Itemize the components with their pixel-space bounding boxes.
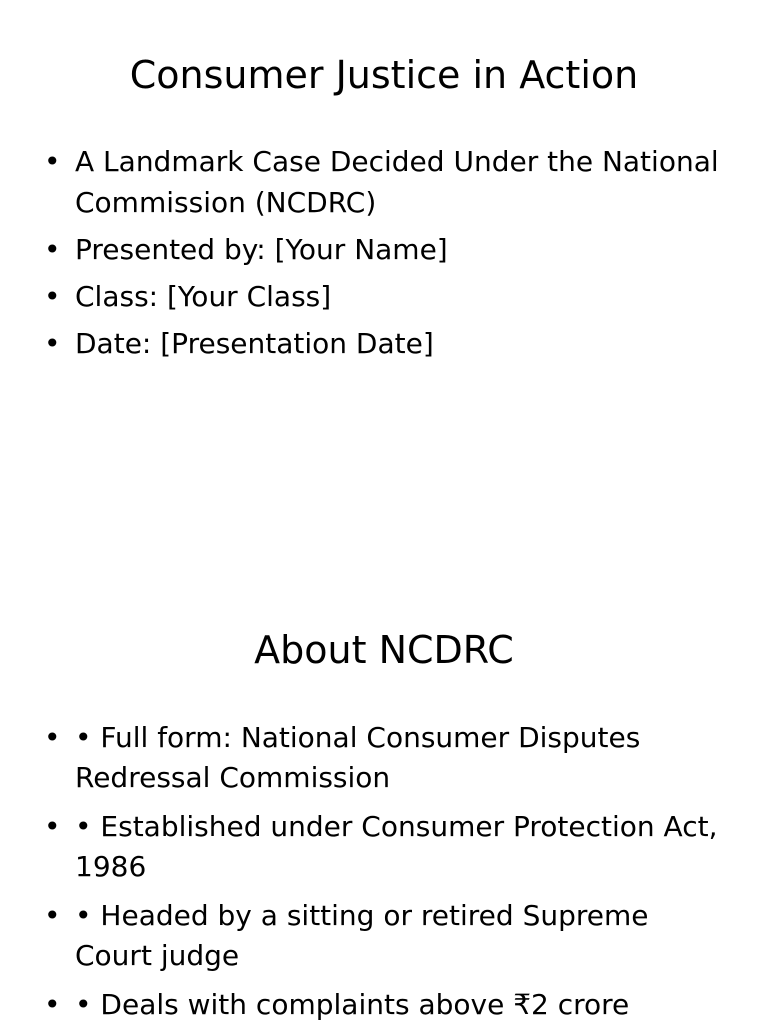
bullet-text: A Landmark Case Decided Under the National Commission (NCDRC): [75, 145, 719, 219]
bullet-list: [44, 141, 734, 370]
bullet-text: • Full form: National Consumer Disputes Redressal Commission: [75, 721, 641, 794]
list-item: [44, 985, 734, 1025]
bullet-icon: •: [44, 810, 61, 843]
list-item: [44, 718, 734, 798]
list-item: [44, 323, 734, 364]
list-item: [44, 896, 734, 976]
bullet-icon: •: [44, 899, 61, 932]
slide-title: Consumer Justice in Action: [129, 53, 639, 97]
bullet-icon: •: [44, 721, 61, 754]
bullet-icon: •: [44, 233, 61, 266]
bullet-text: • Established under Consumer Protection Act, 1986: [75, 810, 718, 883]
list-item: [44, 229, 734, 270]
bullet-icon: •: [44, 145, 61, 178]
slide-about-ncdrc: [0, 576, 768, 1024]
slide-title: About NCDRC: [254, 628, 514, 672]
bullet-icon: •: [44, 988, 61, 1021]
bullet-text: • Headed by a sitting or retired Supreme Court judge: [75, 899, 649, 972]
bullet-text: Class: [Your Class]: [75, 280, 332, 313]
bullet-icon: •: [44, 280, 61, 313]
list-item: [44, 141, 734, 223]
bullet-text: Presented by: [Your Name]: [75, 233, 448, 266]
list-item: [44, 276, 734, 317]
bullet-text: • Deals with complaints above ₹2 crore: [75, 988, 630, 1021]
bullet-text: Date: [Presentation Date]: [75, 327, 434, 360]
list-item: [44, 807, 734, 887]
bullet-list: [44, 718, 734, 1034]
bullet-icon: •: [44, 327, 61, 360]
